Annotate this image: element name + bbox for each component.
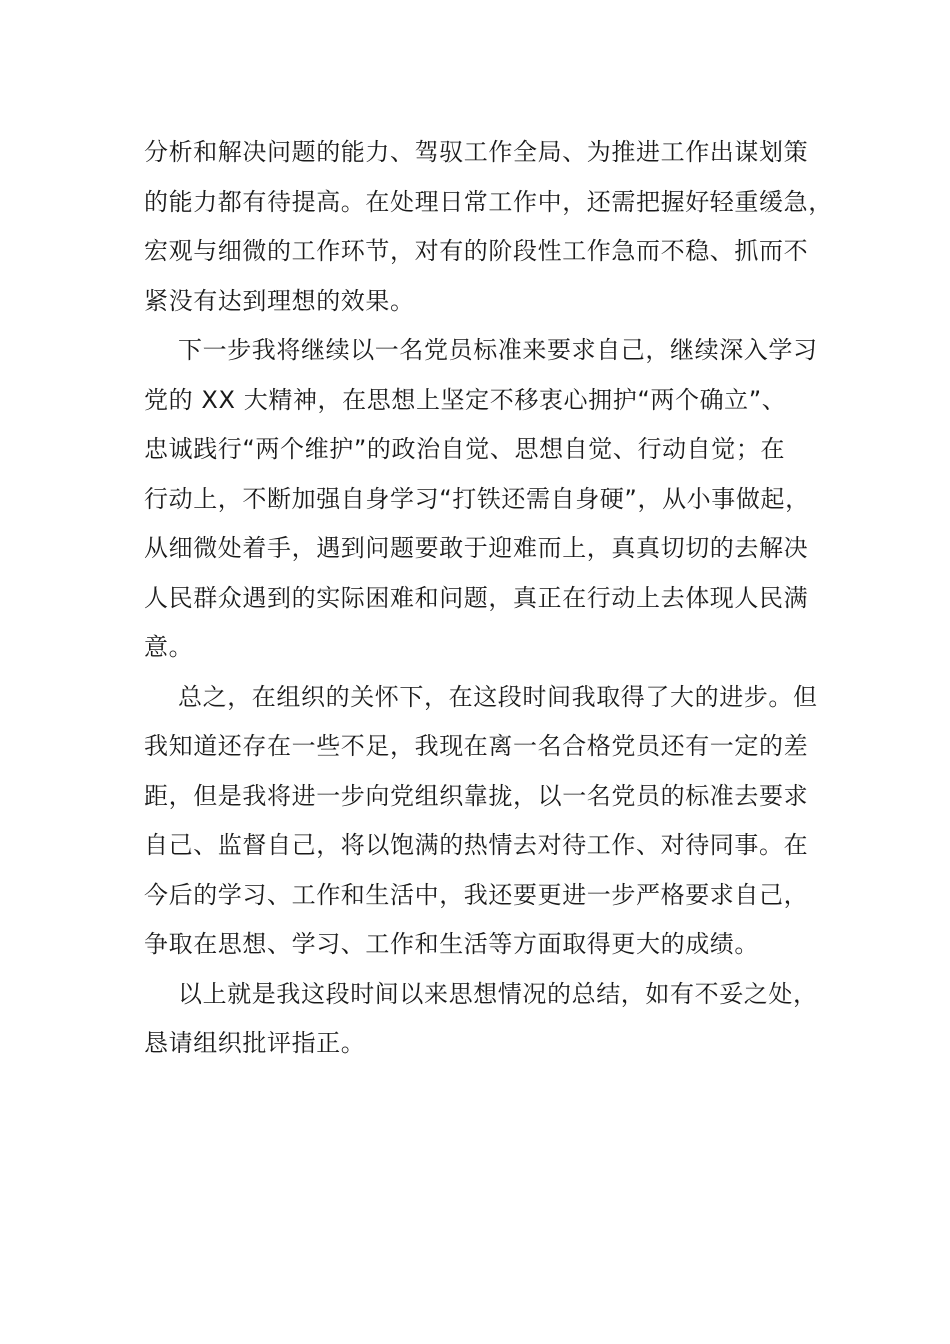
text-line: 党的 XX 大精神，在思想上坚定不移衷心拥护“两个确立”、 xyxy=(144,385,787,414)
text-line: 以上就是我这段时间以来思想情况的总结，如有不妥之处， xyxy=(178,979,818,1008)
text-line: 紧没有达到理想的效果。 xyxy=(144,286,415,315)
document-body xyxy=(144,128,833,1069)
paragraph-3 xyxy=(144,673,824,970)
text-line: 争取在思想、学习、工作和生活等方面取得更大的成绩。 xyxy=(144,930,759,958)
text-line: 分析和解决问题的能力、驾驭工作全局、为推进工作出谋划策 xyxy=(144,138,809,166)
text-line: 宏观与细微的工作环节，对有的阶段性工作急而不稳、抓而不 xyxy=(144,237,809,265)
text-line: 恳请组织批评指正。 xyxy=(144,1029,366,1057)
text-line: 距，但是我将进一步向党组织靠拢，以一名党员的标准去要求 xyxy=(144,781,809,810)
text-line: 忠诚践行“两个维护”的政治自觉、思想自觉、行动自觉；在 xyxy=(144,435,786,463)
paragraph-1 xyxy=(144,128,833,326)
text-line: 我知道还存在一些不足，我现在离一名合格党员还有一定的差 xyxy=(144,732,809,760)
text-line: 今后的学习、工作和生活中，我还要更进一步严格要求自己， xyxy=(144,880,809,909)
paragraph-2 xyxy=(144,326,824,673)
text-line: 人民群众遇到的实际困难和问题，真正在行动上去体现人民满 xyxy=(144,583,809,612)
text-line: 行动上，不断加强自身学习“打铁还需自身硬”，从小事做起， xyxy=(144,484,810,513)
text-line: 自己、监督自己，将以饱满的热情去对待工作、对待同事。在 xyxy=(144,831,809,859)
text-line: 总之，在组织的关怀下，在这段时间我取得了大的进步。但 xyxy=(178,682,818,711)
text-line: 的能力都有待提高。在处理日常工作中，还需把握好轻重缓急， xyxy=(144,187,833,216)
text-line: 从细微处着手，遇到问题要敢于迎难而上，真真切切的去解决 xyxy=(144,534,809,562)
text-line: 下一步我将继续以一名党员标准来要求自己，继续深入学习 xyxy=(178,336,818,364)
text-line: 意。 xyxy=(144,633,194,661)
paragraph-4 xyxy=(144,970,824,1069)
